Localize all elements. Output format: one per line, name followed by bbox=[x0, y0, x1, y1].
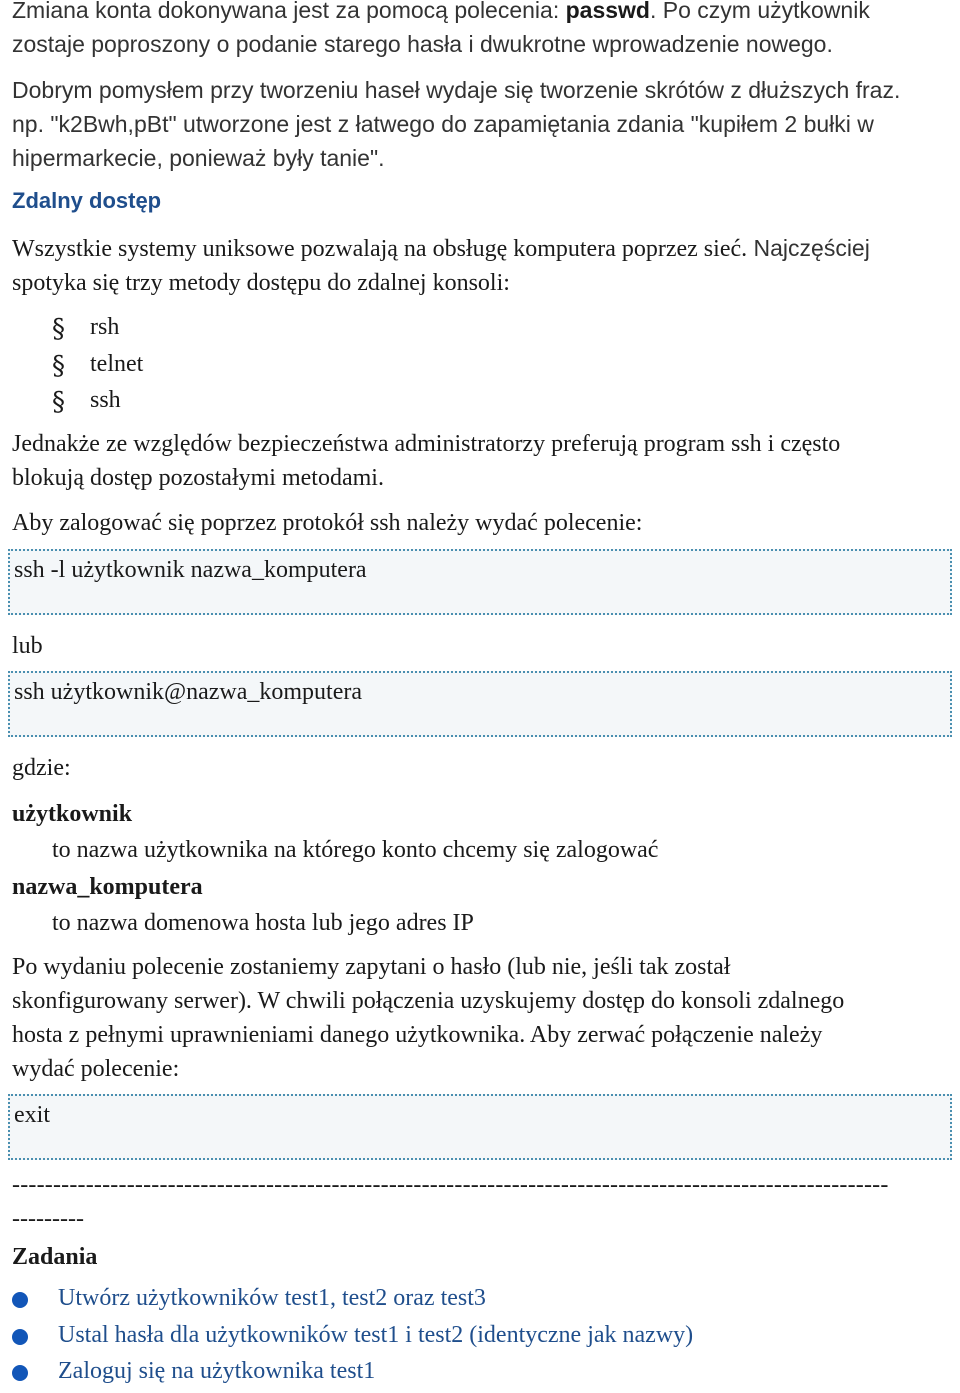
separator-line-2: --------- bbox=[12, 1206, 84, 1232]
section-sign-icon: § bbox=[52, 314, 65, 344]
section-sign-icon: § bbox=[52, 351, 65, 381]
or-label: lub bbox=[12, 633, 43, 659]
code-block-exit bbox=[8, 1094, 952, 1160]
term-hostname: nazwa_komputera bbox=[12, 874, 203, 900]
tip-line-2: np. "k2Bwh,pBt" utworzone jest z łatwego do zapamiętania zdania "kupiłem 2 bułki w bbox=[12, 111, 874, 137]
connection-line-2: skonfigurowany serwer). W chwili połączenia uzyskujemy dostęp do konsoli zdalnego bbox=[12, 988, 845, 1014]
where-label: gdzie: bbox=[12, 755, 71, 781]
security-line-2: blokują dostęp pozostałymi metodami. bbox=[12, 465, 384, 491]
remote-intro-line-2: spotyka się trzy metody dostępu do zdalnej konsoli: bbox=[12, 270, 510, 296]
security-line-1: Jednakże ze względów bezpieczeństwa administratorzy preferują program ssh i często bbox=[12, 431, 841, 457]
separator-line-1: ----------------------------------------------------------------------------------------------------------- bbox=[12, 1172, 889, 1198]
definition-user: to nazwa użytkownika na którego konto chcemy się zalogować bbox=[52, 837, 659, 863]
intro-line-2: zostaje poproszony o podanie starego hasła i dwukrotne wprowadzenie nowego. bbox=[12, 31, 833, 57]
remote-intro-paragraph bbox=[12, 231, 952, 300]
bullet-dot-icon bbox=[12, 1292, 28, 1308]
code-line: exit bbox=[14, 1102, 50, 1128]
section-sign-icon: § bbox=[52, 387, 65, 417]
bullet-dot-icon bbox=[12, 1365, 28, 1381]
bullet-dot-icon bbox=[12, 1329, 28, 1345]
section-heading-remote: Zdalny dostęp bbox=[12, 188, 162, 213]
connection-line-4: wydać polecenie: bbox=[12, 1056, 180, 1082]
tip-line-1: Dobrym pomysłem przy tworzeniu haseł wydaje się tworzenie skrótów z dłuższych fraz. bbox=[12, 77, 901, 103]
security-paragraph bbox=[12, 427, 952, 495]
code-line: ssh użytkownik@nazwa_komputera bbox=[14, 679, 363, 705]
intro-line-1: Zmiana konta dokonywana jest za pomocą polecenia: passwd. Po czym użytkownik bbox=[12, 0, 952, 27]
code-block-ssh-at bbox=[8, 671, 952, 737]
intro-paragraph bbox=[12, 0, 952, 61]
passwd-command: passwd bbox=[565, 0, 650, 23]
connection-line-3: hosta z pełnymi uprawnieniami danego użytkownika. Aby zerwać połączenie należy bbox=[12, 1022, 823, 1048]
code-block-ssh-l bbox=[8, 549, 952, 615]
code-line: ssh -l użytkownik nazwa_komputera bbox=[14, 557, 367, 583]
password-tip-paragraph bbox=[12, 73, 952, 175]
ssh-instruction: Aby zalogować się poprzez protokół ssh należy wydać polecenie: bbox=[12, 510, 643, 536]
list-item: § telnet bbox=[52, 351, 144, 381]
list-item: § rsh bbox=[52, 314, 120, 344]
remote-intro-line-1: Wszystkie systemy uniksowe pozwalają na obsługę komputera poprzez sieć. Najczęściej bbox=[12, 235, 870, 262]
list-item: § ssh bbox=[52, 387, 121, 417]
term-user: użytkownik bbox=[12, 801, 133, 827]
connection-paragraph bbox=[12, 950, 952, 1086]
tip-line-3: hipermarkecie, ponieważ były tanie". bbox=[12, 145, 385, 171]
connection-line-1: Po wydaniu polecenie zostaniemy zapytani o hasło (lub nie, jeśli tak został bbox=[12, 954, 731, 980]
definition-hostname: to nazwa domenowa hosta lub jego adres IP bbox=[52, 910, 474, 936]
tasks-heading: Zadania bbox=[12, 1244, 98, 1270]
